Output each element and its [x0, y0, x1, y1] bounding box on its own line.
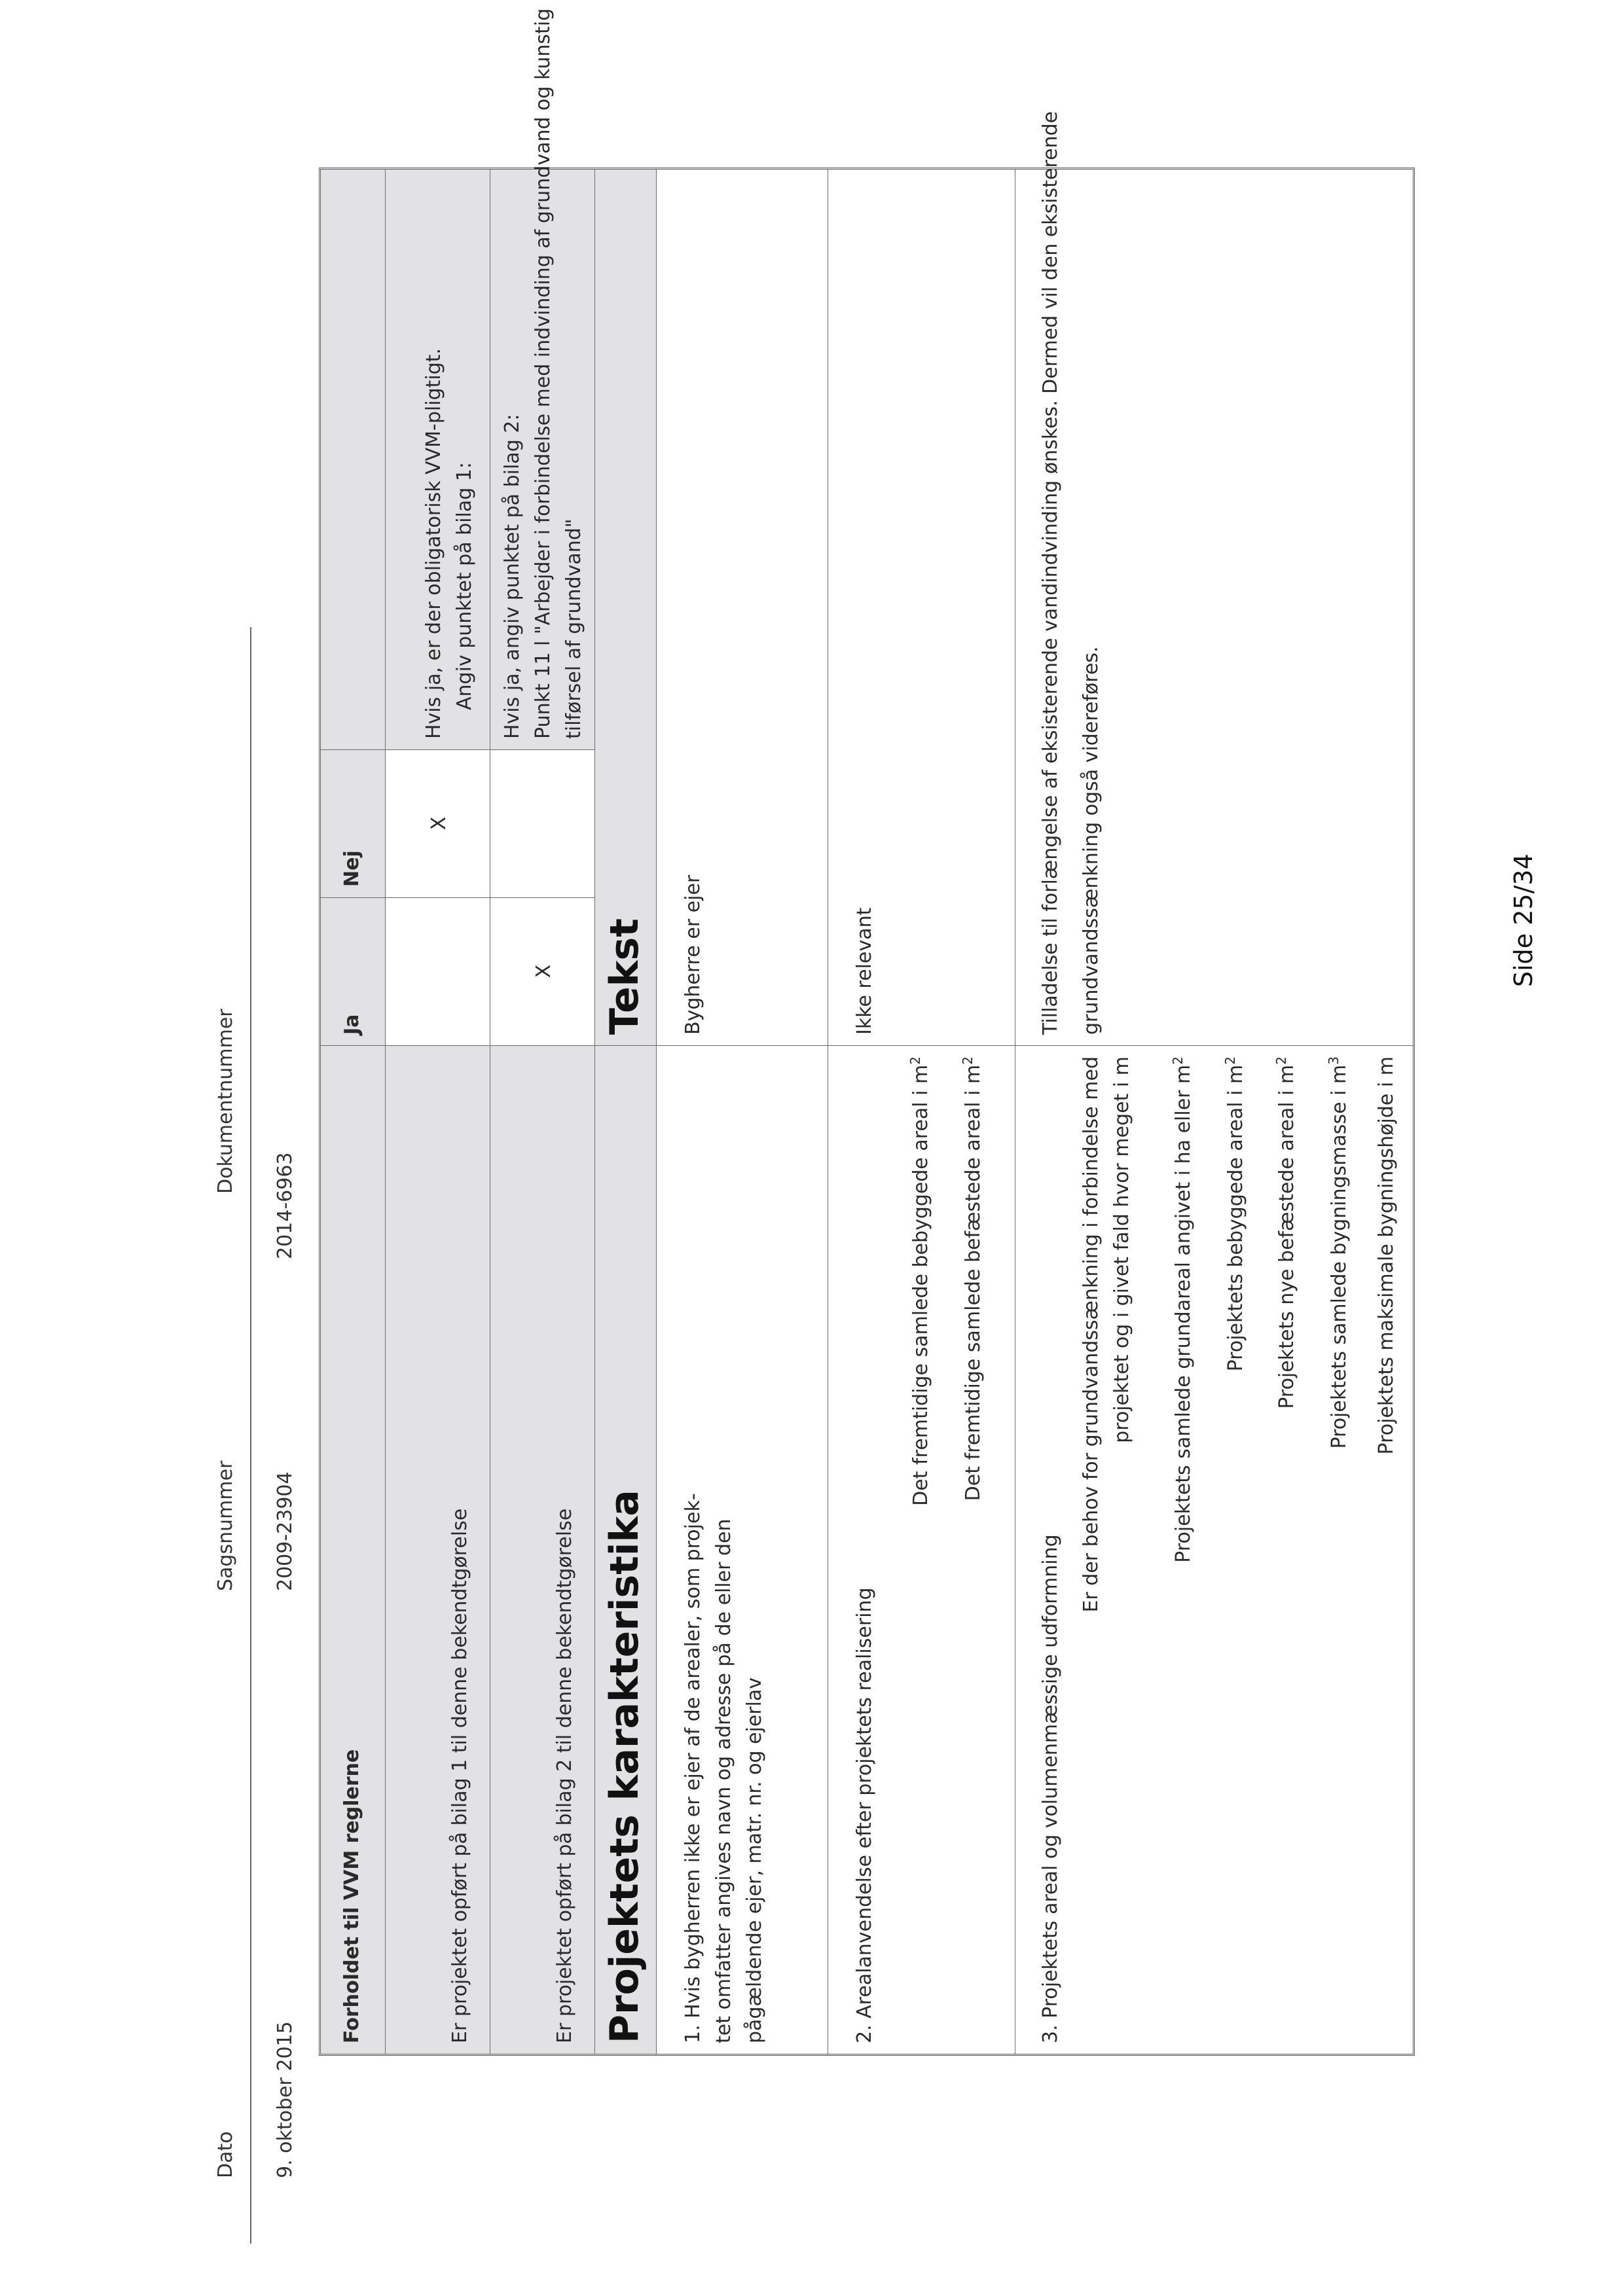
q3-sub5: Projektets samlede bygningsmasse i $m^3$	[1326, 1056, 1351, 1449]
row2-nej-cell	[490, 750, 594, 898]
dato-value: 9. oktober 2015	[274, 2021, 297, 2178]
q3-sub3: Projektets bebyggede areal i $m^2$	[1222, 1056, 1247, 1372]
q1-line3: pågældende ejer, matr. nr. og ejerlav	[743, 1677, 766, 2043]
row1-note-line2: Angiv punktet på bilag 1:	[453, 462, 476, 710]
q2-answer-cell	[828, 170, 1015, 1046]
row2-question-cell	[490, 1046, 594, 2054]
q1-question-cell	[656, 1046, 828, 2054]
row1-note-line1: Hvis ja, er der obligatorisk VVM-pligtigt.	[422, 348, 445, 739]
q2-sub1: Det fremtidige samlede bebyggede areal i $m^2$	[907, 1056, 932, 1506]
row1-question: Er projektet opført på bilag 1 til denne bekendtgørelse	[448, 1508, 471, 2043]
header-divider	[250, 627, 251, 2244]
col-nej-label: Nej	[340, 850, 363, 887]
q3-title: 3. Projektets areal og volumenmæssige udformning	[1039, 1534, 1062, 2043]
q1-line1: 1. Hvis bygherren ikke er ejer af de arealer, som projek-	[682, 1493, 704, 2043]
row1-question-cell	[385, 1046, 490, 2054]
q3-question-cell	[1015, 1046, 1413, 2054]
sagsnummer-label: Sagsnummer	[214, 1460, 237, 1591]
sagsnummer-value: 2009-23904	[274, 1471, 297, 1591]
col-nej-header	[321, 750, 385, 898]
q3-sub4: Projektets nye befæstede areal i $m^2$	[1273, 1056, 1298, 1409]
dato-label: Dato	[214, 2131, 237, 2178]
dokumentnummer-label: Dokumentnummer	[214, 1009, 237, 1194]
q2-sub2: Det fremtidige samlede befæstede areal i $m^2$	[960, 1056, 985, 1501]
row1-nej-mark: X	[428, 816, 450, 831]
row2-ja-mark: X	[532, 964, 555, 978]
section2-title: Projektets karakteristika	[602, 1490, 647, 2043]
q1-answer-cell	[656, 170, 828, 1046]
q3-sub6: Projektets maksimale bygningshøjde i m	[1375, 1056, 1398, 1455]
vvm-table	[319, 8, 1415, 2056]
row2-ja-cell	[490, 898, 594, 1046]
q3-sub2: Projektets samlede grundareal angivet i ha eller $m^2$	[1170, 1056, 1195, 1563]
col-ja-label: Ja	[340, 1014, 363, 1035]
q1-answer: Bygherre er ejer	[682, 874, 704, 1035]
row1-note-cell	[385, 170, 490, 750]
row2-question: Er projektet opført på bilag 2 til denne bekendtgørelse	[553, 1508, 576, 2043]
q1-line2: tet omfatter angives navn og adresse på de eller den	[712, 1518, 735, 2043]
dokumentnummer-value: 2014-6963	[274, 1152, 297, 1259]
row2-note-line3: tilførsel af grundvand"	[562, 518, 585, 739]
note-header-cell	[321, 170, 385, 750]
q3-sub1-line2: projektet og i givet fald hvor meget i m	[1110, 1056, 1133, 1443]
page-number: Side 25/34	[1509, 853, 1538, 987]
row2-note-cell	[490, 8, 594, 750]
section1-header-cell	[321, 1046, 385, 2054]
row1-ja-cell	[385, 898, 490, 1046]
q3-answer-line2: grundvandssænkning også videreføres.	[1080, 646, 1103, 1035]
section2-header-cell	[594, 1046, 656, 2054]
q3-answer-line1: Tilladelse til forlængelse af eksisterende vandindvinding ønskes. Dermed vil den eksisterende	[1039, 111, 1062, 1035]
q3-sub1-line1: Er der behov for grundvandssænkning i forbindelse med	[1080, 1056, 1103, 1613]
col-ja-header	[321, 898, 385, 1046]
q2-answer: Ikke relevant	[853, 907, 876, 1035]
row2-note-line1: Hvis ja, angiv punktet på bilag 2:	[501, 414, 524, 739]
q2-title: 2. Arealanvendelse efter projektets realisering	[853, 1587, 876, 2043]
q2-question-cell	[828, 1046, 1015, 2054]
text-header-cell	[594, 170, 656, 1046]
section1-title: Forholdet til VVM reglerne	[340, 1749, 363, 2043]
text-header: Tekst	[602, 918, 647, 1035]
row1-nej-cell	[385, 750, 490, 898]
row2-note-line2: Punkt 11 l "Arbejder i forbindelse med indvinding af grundvand og kunstig	[532, 8, 555, 739]
q3-answer-cell	[1015, 111, 1413, 1046]
